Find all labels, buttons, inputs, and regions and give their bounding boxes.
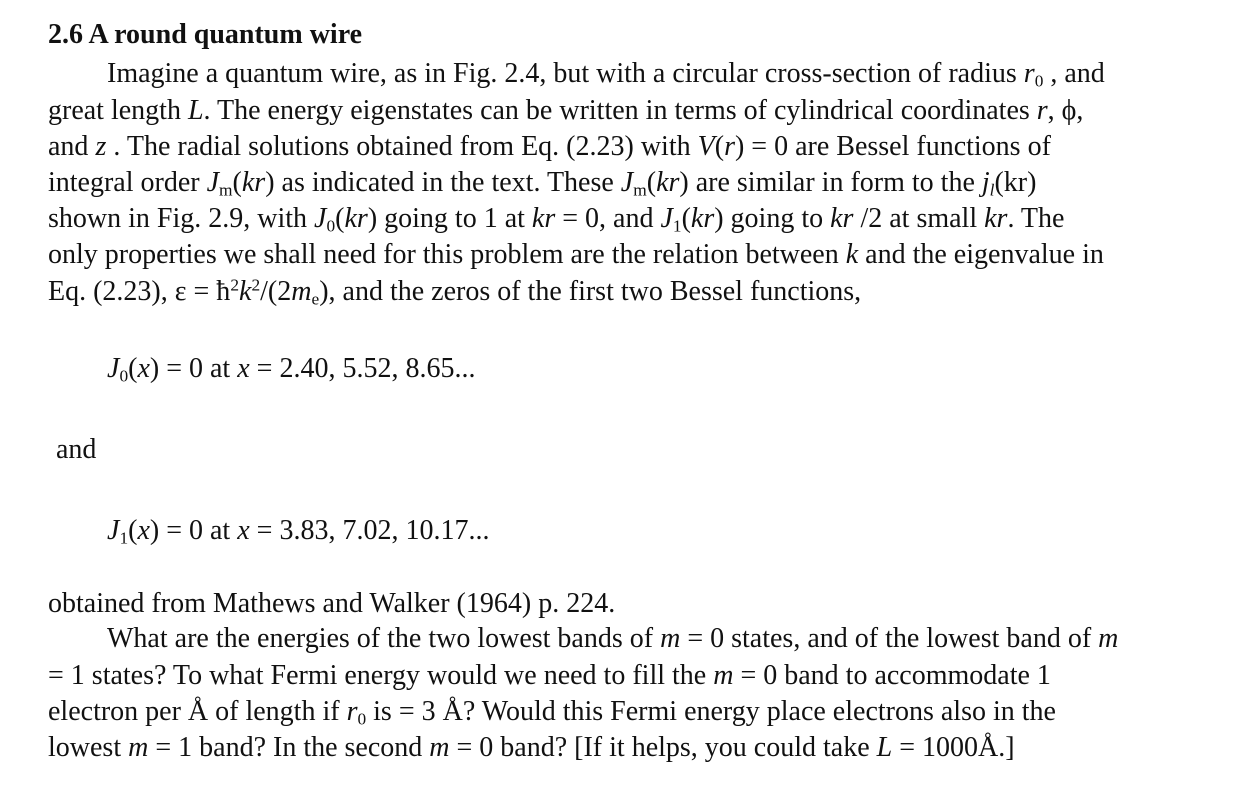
paragraph-1-line-6: only properties we shall need for this problem are the relation between k and the eigenvalue in: [48, 239, 1104, 270]
section-heading: 2.6 A round quantum wire: [48, 19, 363, 50]
paragraph-1-line-2: great length L. The energy eigenstates can be written in terms of cylindrical coordinates r, ϕ,: [48, 95, 1084, 126]
equation-j0-zeros: $J_0(x) = 0$ at x = 2.40, 5.52, 8.65...: [107, 353, 476, 386]
paragraph-1-line-1: Imagine a quantum wire, as in Fig. 2.4, but with a circular cross-section of radius $r_0$ , and: [107, 58, 1105, 91]
paragraph-1-line-3: and z . The radial solutions obtained from Eq. (2.23) with V(r) = 0 are Bessel functions of: [48, 131, 1051, 162]
paragraph-3-line-1: What are the energies of the two lowest bands of m = 0 states, and of the lowest band of m: [107, 623, 1119, 654]
paragraph-1-line-5: shown in Fig. 2.9, with $J_0(kr)$ going to 1 at kr = 0, and $J_1(kr)$ going to kr /2 at small kr. The: [48, 203, 1065, 236]
paragraph-1-line-4: integral order $J_m(kr)$ as indicated in the text. These $J_m(kr)$ are similar in form to the $j_l(kr)$: [48, 167, 1037, 200]
equation-j1-zeros: $J_1(x) = 0$ at x = 3.83, 7.02, 10.17...: [107, 515, 490, 548]
paragraph-3-line-4: lowest m = 1 band? In the second m = 0 band? [If it helps, you could take L = 1000Å.]: [48, 732, 1015, 763]
paragraph-2: obtained from Mathews and Walker (1964) p. 224.: [48, 588, 616, 619]
paragraph-1-line-7: Eq. (2.23), $\varepsilon = ħ^2k^2/(2m_e)$, and the zeros of the first two Bessel functions,: [48, 275, 862, 309]
paragraph-3-line-2: = 1 states? To what Fermi energy would we need to fill the m = 0 band to accommodate 1: [48, 660, 1051, 691]
and-connector: and: [56, 434, 97, 465]
paragraph-3-line-3: electron per Å of length if $r_0$ is = 3 Å? Would this Fermi energy place electrons also in the: [48, 696, 1056, 729]
